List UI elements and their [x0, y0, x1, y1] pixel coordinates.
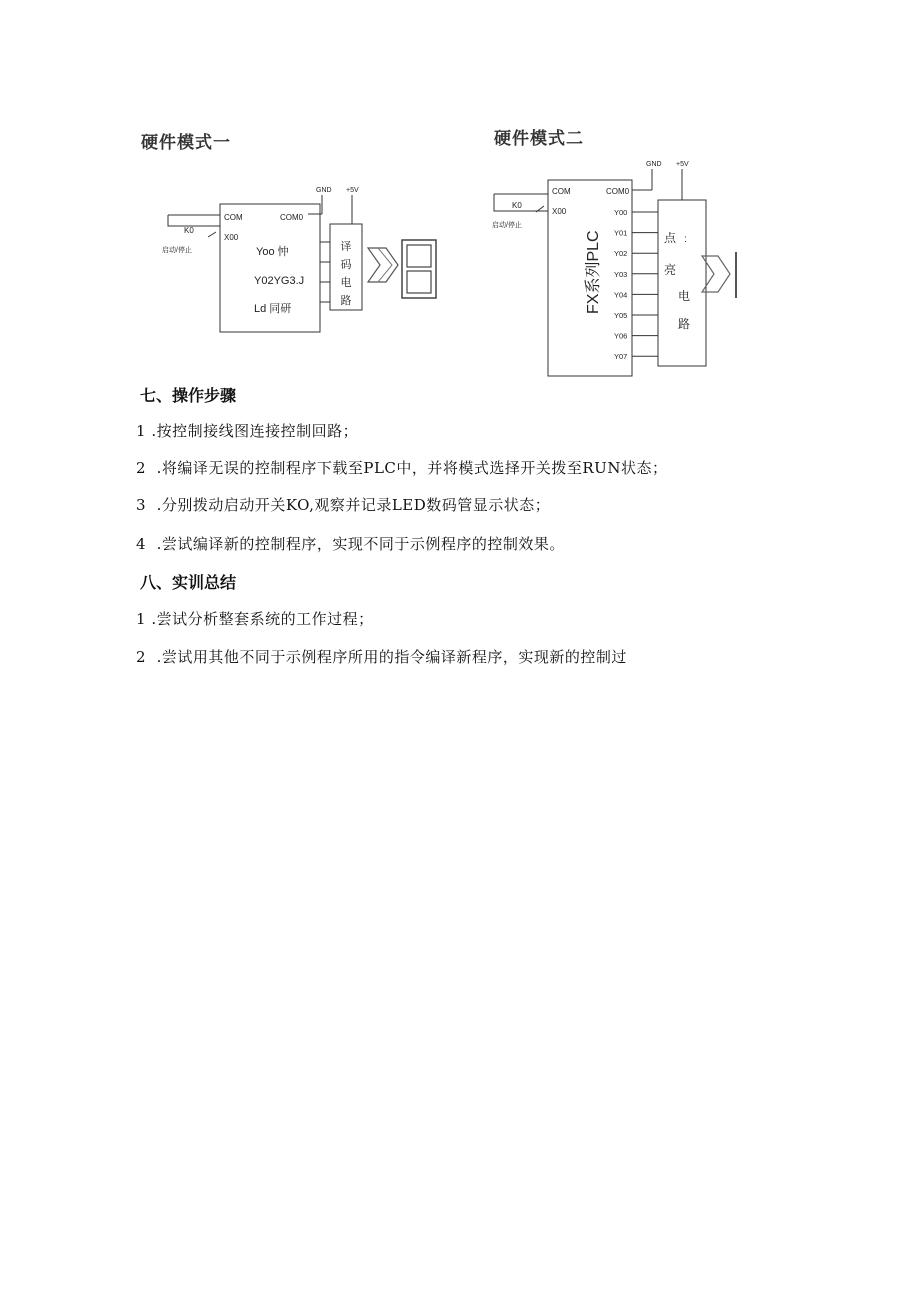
mode1-start-stop: 启动/停止	[162, 247, 192, 254]
section-7-heading: 七、操作步骤	[140, 386, 237, 405]
step-1-text: 按控制接线图连接控制回路；	[156, 422, 359, 440]
mode2-circuit-2: 亮	[664, 263, 677, 277]
mode1-switch-label: K0	[184, 226, 194, 235]
step-4-text: 尝试编译新的控制程序，实现不同于示例程序的控制效果。	[161, 535, 565, 553]
mode1-schematic	[150, 180, 450, 340]
mode2-output-y05: Y05	[614, 311, 628, 320]
mode1-gnd-label: GND	[316, 187, 332, 194]
summary-1-text: 尝试分析整套系统的工作过程；	[156, 610, 374, 628]
mode1-vcc-label: +5V	[346, 187, 359, 194]
mode1-arrow-icon	[368, 248, 398, 282]
mode2-com: COM	[552, 187, 571, 196]
step-4: 4 .尝试编译新的控制程序，实现不同于示例程序的控制效果。	[136, 535, 565, 553]
mode1-decoder-1: 译	[340, 241, 352, 253]
mode2-circuit-1: 点	[664, 231, 677, 245]
mode1-decoder-4: 路	[340, 295, 352, 307]
step-3-number: 3	[136, 496, 147, 514]
mode2-output-y07: Y07	[614, 352, 628, 362]
mode1-out-line-3: Ld 同研	[254, 303, 292, 315]
step-4-number: 4	[136, 535, 147, 553]
step-1-number: 1	[136, 422, 147, 440]
mode2-output-y01: Y01	[614, 228, 628, 238]
mode2-output-y04: Y04	[614, 290, 628, 300]
mode2-output-y00: Y00	[614, 208, 628, 217]
step-1: 1 .按控制接线图连接控制回路；	[136, 422, 359, 440]
mode2-switch-label: K0	[512, 201, 522, 210]
summary-2-text: 尝试用其他不同于示例程序所用的指令编译新程序，实现新的控制过	[161, 648, 627, 666]
mode2-schematic	[488, 156, 744, 380]
mode1-x00: X00	[224, 233, 239, 242]
step-2-text: 将编译无误的控制程序下载至PLC中，并将模式选择开关拨至RUN状态；	[161, 459, 668, 477]
summary-2-number: 2	[136, 648, 147, 666]
mode2-output-y02: Y02	[614, 249, 628, 259]
mode2-circuit-3: 电	[678, 289, 691, 303]
mode1-com0: COM0	[280, 213, 304, 222]
hardware-mode-2-diagram	[488, 156, 744, 380]
step-2: 2 .将编译无误的控制程序下载至PLC中，并将模式选择开关拨至RUN状态；	[136, 459, 668, 477]
step-3: 3 .分别拨动启动开关KO,观察并记录LED数码管显示状态；	[136, 496, 551, 514]
mode2-x00: X00	[552, 207, 567, 216]
mode1-out-line-2: Y02YG3.J	[254, 275, 305, 287]
section-8-heading: 八、实训总结	[140, 573, 237, 592]
summary-item-2: 2 .尝试用其他不同于示例程序所用的指令编译新程序，实现新的控制过	[136, 648, 627, 666]
mode1-decoder-2: 码	[340, 259, 352, 271]
figure-2-title: 硬件模式二	[494, 129, 584, 149]
mode2-output-y06: Y06	[614, 331, 628, 341]
mode2-circuit-box	[658, 200, 706, 366]
mode2-vcc-label: +5V	[676, 161, 689, 168]
mode1-switch-contact	[208, 232, 216, 237]
mode1-decoder-3: 电	[340, 277, 352, 289]
mode2-plc-label: FX系列PLC	[585, 230, 602, 314]
mode2-output-y03: Y03	[614, 269, 628, 279]
step-2-number: 2	[136, 459, 147, 477]
mode2-gnd-label: GND	[646, 161, 662, 168]
mode2-com0: COM0	[606, 187, 630, 196]
hardware-mode-1-diagram	[150, 180, 450, 340]
summary-1-number: 1	[136, 610, 147, 628]
mode1-out-line-1: Yoo 忡	[256, 246, 289, 258]
figure-1-title: 硬件模式一	[141, 133, 231, 153]
mode2-start-stop: 启动/停止	[492, 222, 522, 229]
mode1-com: COM	[224, 213, 243, 222]
mode2-circuit-4: 路	[678, 317, 691, 331]
mode2-circuit-colon: :	[684, 234, 687, 245]
step-3-text: 分别拨动启动开关KO,观察并记录LED数码管显示状态；	[161, 496, 551, 514]
summary-item-1: 1 .尝试分析整套系统的工作过程；	[136, 610, 374, 628]
